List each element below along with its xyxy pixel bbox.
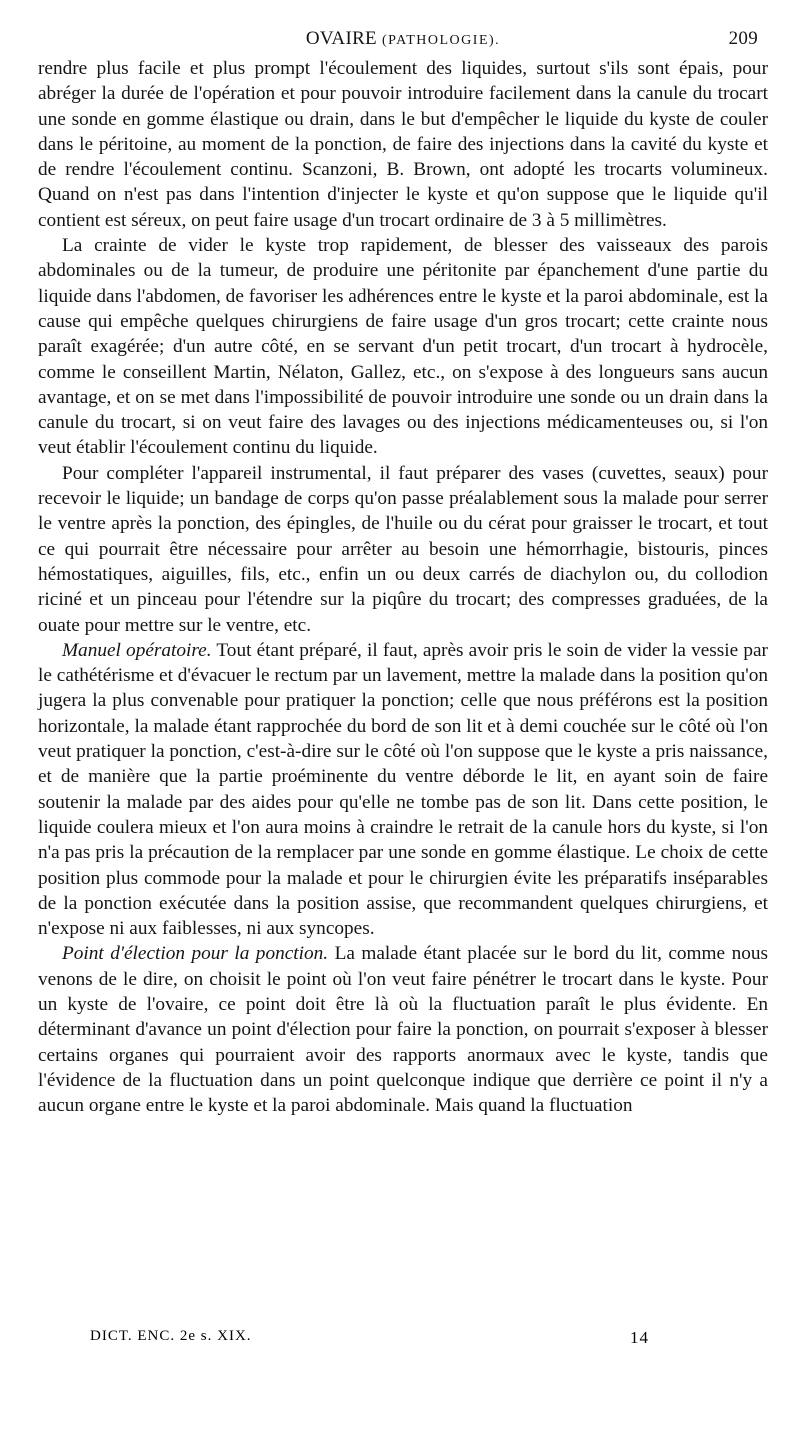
page-number: 209: [728, 28, 758, 49]
paragraph-3: [38, 461, 768, 638]
header-section: (PATHOLOGIE).: [382, 33, 501, 48]
paragraph-4-text: Tout étant préparé, il faut, après avoir pris le soin de vider la vessie par le cathétérisme et d'évacuer le rectum par un lavement, mettre la malade dans la position qu'on jugera la plus convenable pour pratiquer la ponction; celle que nous préférons est la position horizontale, la malade étant rapprochée du bord de son lit et à demi couchée sur le côté où l'on veut pratiquer la ponction, c'est-à-dire sur le côté où l'on suppose que le kyste a pris naissance, et de manière que la partie proéminente du ventre déborde le lit, en ayant soin de faire soutenir la malade par des aides pour qu'elle ne tombe pas de son lit. Dans cette position, le liquide coulera mieux et l'on aura moins à craindre le retrait de la canule hors du kyste, si l'on n'a pas pris la précaution de la remplacer par une sonde en gomme élastique. Le choix de cette position plus commode pour la malade et pour le chirurgien évite les préparatifs inséparables de la ponction exécutée dans la position assise, que recommandent quelques chirurgiens, et n'expose ni aux faiblesses, ni aux syncopes.: [38, 639, 768, 940]
sheet-number: 14: [630, 1328, 649, 1347]
paragraph-1-text: rendre plus facile et plus prompt l'écoulement des liquides, surtout s'ils sont épais, pour abréger la durée de l'opération et pour pouvoir introduire facilement dans la canule du trocart une sonde en gomme élastique ou drain, dans le but d'empêcher le liquide du kyste de couler dans le péritoine, au moment de la ponction, de faire des injections dans la cavité du kyste et de rendre l'écoulement continu. Scanzoni, B. Brown, ont adopté les trocarts volumineux. Quand on n'est pas dans l'intention d'injecter le kyste et qu'on suppose que le liquide qu'il contient est séreux, on peut faire usage d'un trocart ordinaire de 3 à 5 millimètres.: [38, 58, 768, 231]
running-header: [38, 22, 768, 56]
paragraph-5-heading: Point d'élection pour la ponction.: [62, 943, 329, 965]
document-page: [38, 22, 768, 1422]
paragraph-5: [38, 941, 768, 1118]
paragraph-5-text: La malade étant placée sur le bord du lit, comme nous venons de le dire, on choisit le point où l'on veut faire pénétrer le trocart dans le kyste. Pour un kyste de l'ovaire, ce point doit être là où la fluctuation paraît le plus évidente. En déterminant d'avance un point d'élection pour faire la ponction, on pourrait s'exposer à blesser certains organes qui pourraient avoir des rapports anormaux avec le kyste, tandis que l'évidence de la fluctuation dans un point quelconque indique que derrière ce point il n'y a aucun organe entre le kyste et la paroi abdominale. Mais quand la fluctuation: [38, 943, 768, 1117]
header-title: OVAIRE: [305, 28, 377, 49]
paragraph-2: [38, 233, 768, 461]
paragraph-4: [38, 638, 768, 942]
paragraph-3-text: Pour compléter l'appareil instrumental, il faut préparer des vases (cuvettes, seaux) pour recevoir le liquide; un bandage de corps qu'on passe préalablement sous la malade pour serrer le ventre après la ponction, des épingles, de l'huile ou du cérat pour graisser le trocart, et tout ce qui pourrait être nécessaire pour arrêter au besoin une hémorrhagie, bistouris, pinces hémostatiques, aiguilles, fils, etc., enfin un ou deux carrés de diachylon ou, du collodion riciné et un pinceau pour l'étendre sur la piqûre du trocart; des compresses graduées, de la ouate pour mettre sur le ventre, etc.: [38, 462, 768, 636]
body-text: [38, 56, 768, 1118]
signature-mark: DICT. ENC. 2e s. XIX.: [90, 1328, 252, 1344]
paragraph-1: [38, 56, 768, 233]
paragraph-4-heading: Manuel opératoire.: [62, 639, 212, 661]
running-title: [38, 28, 768, 50]
paragraph-2-text: La crainte de vider le kyste trop rapidement, de blesser des vaisseaux des parois abdominales ou de la tumeur, de produire une péritonite par épanchement d'une partie du liquide dans l'abdomen, de favoriser les adhérences entre le kyste et la paroi abdominale, est la cause qui empêche quelques chirurgiens de faire usage d'un gros trocart; cette crainte nous paraît exagérée; d'un autre côté, en se servant d'un petit trocart, d'un trocart à hydrocèle, comme le conseillent Martin, Nélaton, Gallez, etc., on s'expose à des longueurs sans aucun avantage, et on se met dans l'impossibilité de pouvoir introduire une sonde ou un drain dans la canule du trocart, si on veut faire des lavages ou des injections médicamenteuses ou, si l'on veut établir l'écoulement continu du liquide.: [38, 235, 768, 459]
